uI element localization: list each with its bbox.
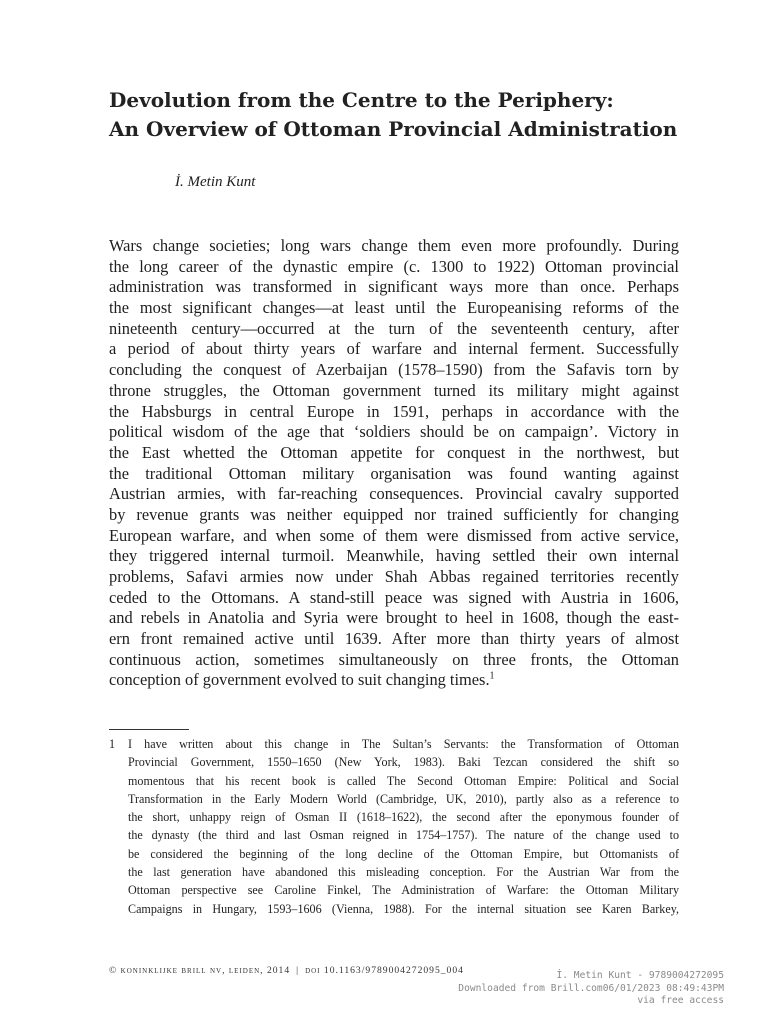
body-line: the traditional Ottoman military organisation was found wanting against: [109, 463, 679, 483]
author-name: İ. Metin Kunt: [175, 174, 256, 190]
body-line: the East whetted the Ottoman appetite for conquest in the northwest, but: [109, 442, 679, 462]
doi-link[interactable]: doi 10.1163/9789004272095_004: [305, 965, 464, 976]
footnote-line: Provincial Government, 1550–1650 (New York, 1983). Baki Tezcan considered the shift so: [128, 755, 679, 770]
footnote-line: be considered the beginning of the long decline of the Ottoman Empire, but Ottomanists of: [128, 846, 679, 861]
body-line: ern front remained active until 1639. After more than thirty years of almost: [109, 629, 679, 649]
page-footer: [109, 965, 464, 976]
footnote-line: the dynasty (the third and last Osman reigned in 1754–1757). The nature of the change used to: [128, 828, 679, 843]
footnote-line: the last generation have abandoned this misleading conception. For the Austrian War from the: [128, 865, 679, 880]
body-line: administration was transformed in significant ways more than once. Perhaps: [109, 277, 679, 297]
body-line-last: [109, 670, 679, 691]
body-line: a period of about thirty years of warfare and internal ferment. Successfully: [109, 339, 679, 359]
body-line: and rebels in Anatolia and Syria were brought to heel in 1608, though the east-: [109, 608, 679, 628]
watermark-line-2: Downloaded from Brill.com06/01/2023 08:49:43PM: [458, 982, 724, 994]
download-watermark: [458, 970, 724, 1008]
body-line: they triggered internal turmoil. Meanwhile, having settled their own internal: [109, 546, 679, 566]
body-line: concluding the conquest of Azerbaijan (1578–1590) from the Safavis torn by: [109, 360, 679, 380]
body-line: problems, Safavi armies now under Shah Abbas regained territories recently: [109, 567, 679, 586]
body-line: continuous action, sometimes simultaneously on three fronts, the Ottoman: [109, 649, 679, 669]
footnote-line: momentous that his recent book is called The Second Ottoman Empire: Political and Social: [128, 773, 679, 788]
body-line-text: conception of government evolved to suit changing times.: [109, 670, 490, 690]
copyright-notice: © koninklijke brill nv, leiden, 2014: [109, 965, 291, 976]
watermark-line-3: via free access: [637, 995, 724, 1006]
body-line: political wisdom of the age that ‘soldiers should be on campaign’. Victory in: [109, 422, 679, 442]
title-line-1: Devolution from the Centre to the Periphery:: [109, 88, 614, 112]
body-line: by revenue grants was neither equipped nor trained sufficiently for changing: [109, 504, 679, 524]
footnote-number: 1: [109, 737, 116, 751]
body-line: Wars change societies; long wars change them even more profoundly. During: [109, 236, 679, 255]
title-line-2: An Overview of Ottoman Provincial Administration: [109, 117, 678, 141]
body-line: the Habsburgs in central Europe in 1591, perhaps in accordance with the: [109, 401, 679, 421]
body-line: the long career of the dynastic empire (c. 1300 to 1922) Ottoman provincial: [109, 256, 679, 276]
footnote: [109, 735, 679, 918]
footnote-line: Ottoman perspective see Caroline Finkel, The Administration of Warfare: the Ottoman Military: [128, 883, 679, 898]
article-title: [109, 86, 709, 144]
footnote-line: Campaigns in Hungary, 1593–1606 (Vienna, 1988). For the internal situation see Karen Barkey,: [128, 901, 679, 916]
footer-separator: |: [296, 965, 300, 976]
body-line: Austrian armies, with far-reaching consequences. Provincial cavalry supported: [109, 484, 679, 504]
footnote-reference[interactable]: 1: [489, 670, 495, 682]
body-line: throne struggles, the Ottoman government turned its military might against: [109, 380, 679, 400]
body-line: nineteenth century—occurred at the turn of the seventeenth century, after: [109, 318, 679, 338]
body-text: [109, 236, 679, 691]
footnote-line: I have written about this change in The Sultan’s Servants: the Transformation of Ottoman: [128, 737, 679, 751]
body-line: the most significant changes—at least until the Europeanising reforms of the: [109, 298, 679, 318]
body-line: ceded to the Ottomans. A stand-still peace was signed with Austria in 1606,: [109, 587, 679, 607]
footnote-line: the short, unhappy reign of Osman II (1618–1622), the second after the eponymous founder of: [128, 810, 679, 825]
footnote-line: Transformation in the Early Modern World (Cambridge, UK, 2010), partly also as a reference to: [128, 791, 679, 806]
footnote-divider: [109, 729, 189, 730]
footnote-text: [128, 735, 679, 918]
body-line: European warfare, and when some of them were dismissed from active service,: [109, 525, 679, 545]
watermark-line-1: İ. Metin Kunt - 9789004272095: [556, 970, 724, 981]
